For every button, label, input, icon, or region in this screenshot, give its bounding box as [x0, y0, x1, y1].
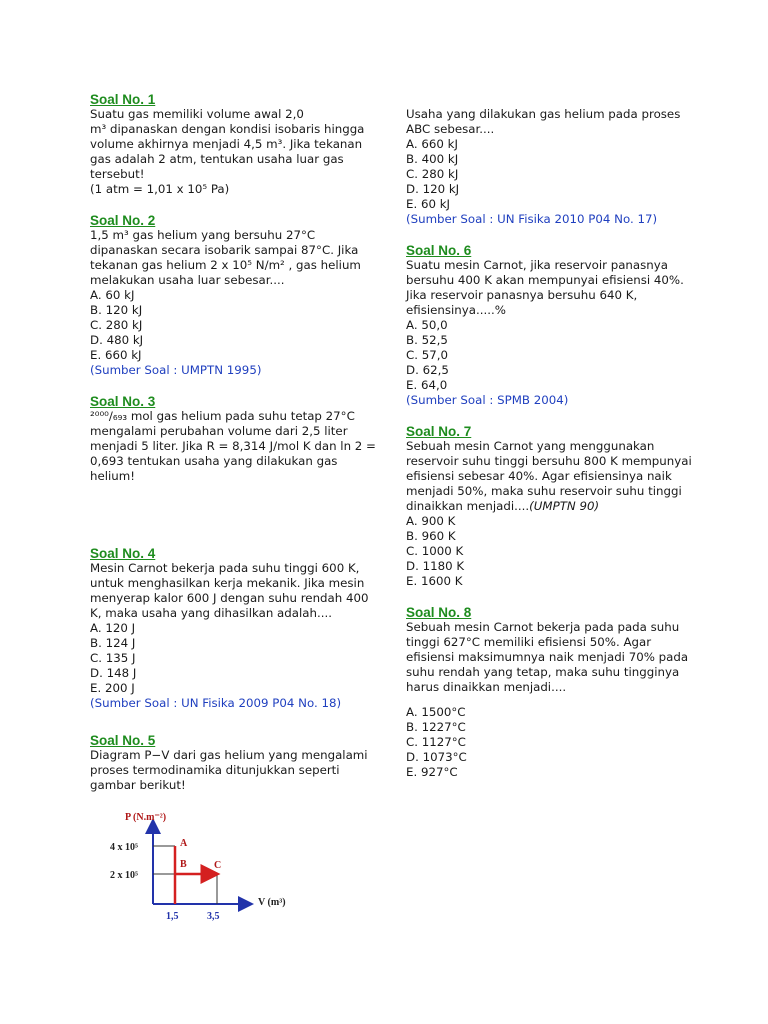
soal-5-source: (Sumber Soal : UN Fisika 2010 P04 No. 17) [406, 212, 658, 226]
soal-4-source: (Sumber Soal : UN Fisika 2009 P04 No. 18) [90, 696, 342, 710]
soal-3 [90, 394, 390, 530]
soal-6-option: A. 50,0 [406, 318, 448, 332]
soal-2-option: A. 60 kJ [90, 288, 135, 302]
point-a-label: A [180, 838, 188, 849]
soal-4-line: K, maka usaha yang dihasilkan adalah.... [90, 606, 332, 620]
soal-6-line: efisiensinya.....% [406, 303, 506, 317]
soal-5-option: B. 400 kJ [406, 152, 459, 166]
soal-6-option: D. 62,5 [406, 363, 449, 377]
soal-5-line: ABC sebesar.... [406, 122, 495, 136]
soal-3-line: ²⁰⁰⁰/₆₉₃ mol gas helium pada suhu tetap 27°C [90, 409, 355, 423]
soal-8-line: harus dinaikkan menjadi.... [406, 680, 567, 694]
soal-7-reference: (UMPTN 90) [529, 499, 600, 513]
soal-7-last-line [406, 499, 696, 514]
soal-2-option: E. 660 kJ [90, 348, 142, 362]
soal-1-line: Suatu gas memiliki volume awal 2,0 [90, 107, 304, 121]
soal-5-line: Diagram P−V dari gas helium yang mengalami [90, 748, 368, 762]
soal-7-option: A. 900 K [406, 514, 456, 528]
soal-8-option: D. 1073°C [406, 750, 467, 764]
soal-4-option: A. 120 J [90, 621, 136, 635]
soal-4-line: menyerap kalor 600 J dengan suhu rendah 400 [90, 591, 369, 605]
soal-8-line: suhu rendah yang tetap, maka suhu tingginya [406, 665, 680, 679]
soal-3-line: helium! [90, 469, 135, 483]
soal-6-option: C. 57,0 [406, 348, 449, 362]
soal-1 [90, 92, 390, 197]
soal-6-line: bersuhu 400 K akan mempunyai efisiensi 40%. [406, 273, 684, 287]
soal-2-heading: Soal No. 2 [90, 213, 156, 228]
soal-1-line: volume akhirnya menjadi 4,5 m³. Jika tekanan [90, 137, 363, 151]
x-tick-label: 3,5 [207, 911, 220, 922]
soal-6-line: Suatu mesin Carnot, jika reservoir panasnya [406, 258, 668, 272]
soal-4-option: B. 124 J [90, 636, 136, 650]
soal-2-line: dipanaskan secara isobarik sampai 87°C. Jika [90, 243, 359, 257]
soal-7-line: efisiensi sebesar 40%. Agar efisiensinya naik [406, 469, 672, 483]
left-column [90, 92, 390, 809]
soal-3-line: mengalami perubahan volume dari 2,5 liter [90, 424, 348, 438]
soal-8-option: E. 927°C [406, 765, 458, 779]
soal-2-option: B. 120 kJ [90, 303, 143, 317]
soal-8 [406, 605, 696, 780]
p-axis-label: P (N.m⁻²) [125, 812, 167, 823]
soal-8-line: tinggi 627°C memiliki efisiensi 50%. Agar [406, 635, 652, 649]
soal-7-last-line-text: dinaikkan menjadi.... [406, 499, 530, 513]
y-tick-label: 2 x 10⁵ [110, 870, 138, 881]
point-c-label: C [214, 860, 222, 871]
soal-5-option: A. 660 kJ [406, 137, 458, 151]
soal-2-line: tekanan gas helium 2 x 10⁵ N/m² , gas helium [90, 258, 361, 272]
soal-7-line: Sebuah mesin Carnot yang menggunakan [406, 439, 655, 453]
soal-2-option: C. 280 kJ [90, 318, 143, 332]
soal-8-line: Sebuah mesin Carnot bekerja pada pada suhu [406, 620, 680, 634]
soal-1-line: gas adalah 2 atm, tentukan usaha luar gas [90, 152, 344, 166]
soal-7-option: C. 1000 K [406, 544, 464, 558]
y-tick-label: 4 x 10⁵ [110, 842, 138, 853]
soal-5-continuation [406, 107, 696, 227]
pv-diagram [100, 808, 310, 923]
soal-1-line: tersebut! [90, 167, 145, 181]
soal-6-option: E. 64,0 [406, 378, 448, 392]
soal-6-heading: Soal No. 6 [406, 243, 472, 258]
soal-4-option: C. 135 J [90, 651, 136, 665]
soal-4 [90, 546, 390, 711]
soal-5-option: E. 60 kJ [406, 197, 451, 211]
soal-2 [90, 213, 390, 378]
soal-5-line: proses termodinamika ditunjukkan seperti [90, 763, 340, 777]
soal-2-line: melakukan usaha luar sebesar.... [90, 273, 285, 287]
soal-4-option: D. 148 J [90, 666, 137, 680]
soal-4-heading: Soal No. 4 [90, 546, 156, 561]
x-tick-label: 1,5 [166, 911, 179, 922]
soal-2-source: (Sumber Soal : UMPTN 1995) [90, 363, 262, 377]
soal-5-option: C. 280 kJ [406, 167, 459, 181]
v-axis-label: V (m³) [258, 897, 286, 908]
soal-8-option: B. 1227°C [406, 720, 466, 734]
right-column [406, 107, 696, 796]
soal-2-option: D. 480 kJ [90, 333, 144, 347]
soal-7-line: menjadi 50%, maka suhu reservoir suhu tinggi [406, 484, 682, 498]
soal-5-option: D. 120 kJ [406, 182, 460, 196]
soal-5-heading: Soal No. 5 [90, 733, 156, 748]
soal-3-line: 0,693 tentukan usaha yang dilakukan gas [90, 454, 338, 468]
soal-1-heading: Soal No. 1 [90, 92, 156, 107]
soal-2-line: 1,5 m³ gas helium yang bersuhu 27°C [90, 228, 316, 242]
soal-8-heading: Soal No. 8 [406, 605, 472, 620]
soal-3-line: menjadi 5 liter. Jika R = 8,314 J/mol K dan ln 2 = [90, 439, 376, 453]
soal-6-option: B. 52,5 [406, 333, 448, 347]
soal-8-option: C. 1127°C [406, 735, 466, 749]
soal-7-heading: Soal No. 7 [406, 424, 472, 439]
soal-7 [406, 424, 696, 589]
soal-7-option: D. 1180 K [406, 559, 465, 573]
soal-5 [90, 733, 390, 793]
soal-5-line: gambar berikut! [90, 778, 186, 792]
soal-4-line: untuk menghasilkan kerja mekanik. Jika mesin [90, 576, 365, 590]
point-b-label: B [180, 859, 187, 870]
soal-7-option: B. 960 K [406, 529, 456, 543]
soal-4-line: Mesin Carnot bekerja pada suhu tinggi 600 K, [90, 561, 360, 575]
soal-1-line: (1 atm = 1,01 x 10⁵ Pa) [90, 182, 230, 196]
soal-3-heading: Soal No. 3 [90, 394, 156, 409]
soal-8-option: A. 1500°C [406, 705, 466, 719]
soal-6-line: Jika reservoir panasnya bersuhu 640 K, [406, 288, 638, 302]
soal-5-line: Usaha yang dilakukan gas helium pada proses [406, 107, 681, 121]
soal-8-line: efisiensi maksimumnya naik menjadi 70% pada [406, 650, 689, 664]
soal-6 [406, 243, 696, 408]
soal-1-line: m³ dipanaskan dengan kondisi isobaris hingga [90, 122, 365, 136]
soal-6-source: (Sumber Soal : SPMB 2004) [406, 393, 569, 407]
soal-4-option: E. 200 J [90, 681, 135, 695]
soal-7-line: reservoir suhu tinggi bersuhu 800 K mempunyai [406, 454, 692, 468]
soal-7-option: E. 1600 K [406, 574, 463, 588]
